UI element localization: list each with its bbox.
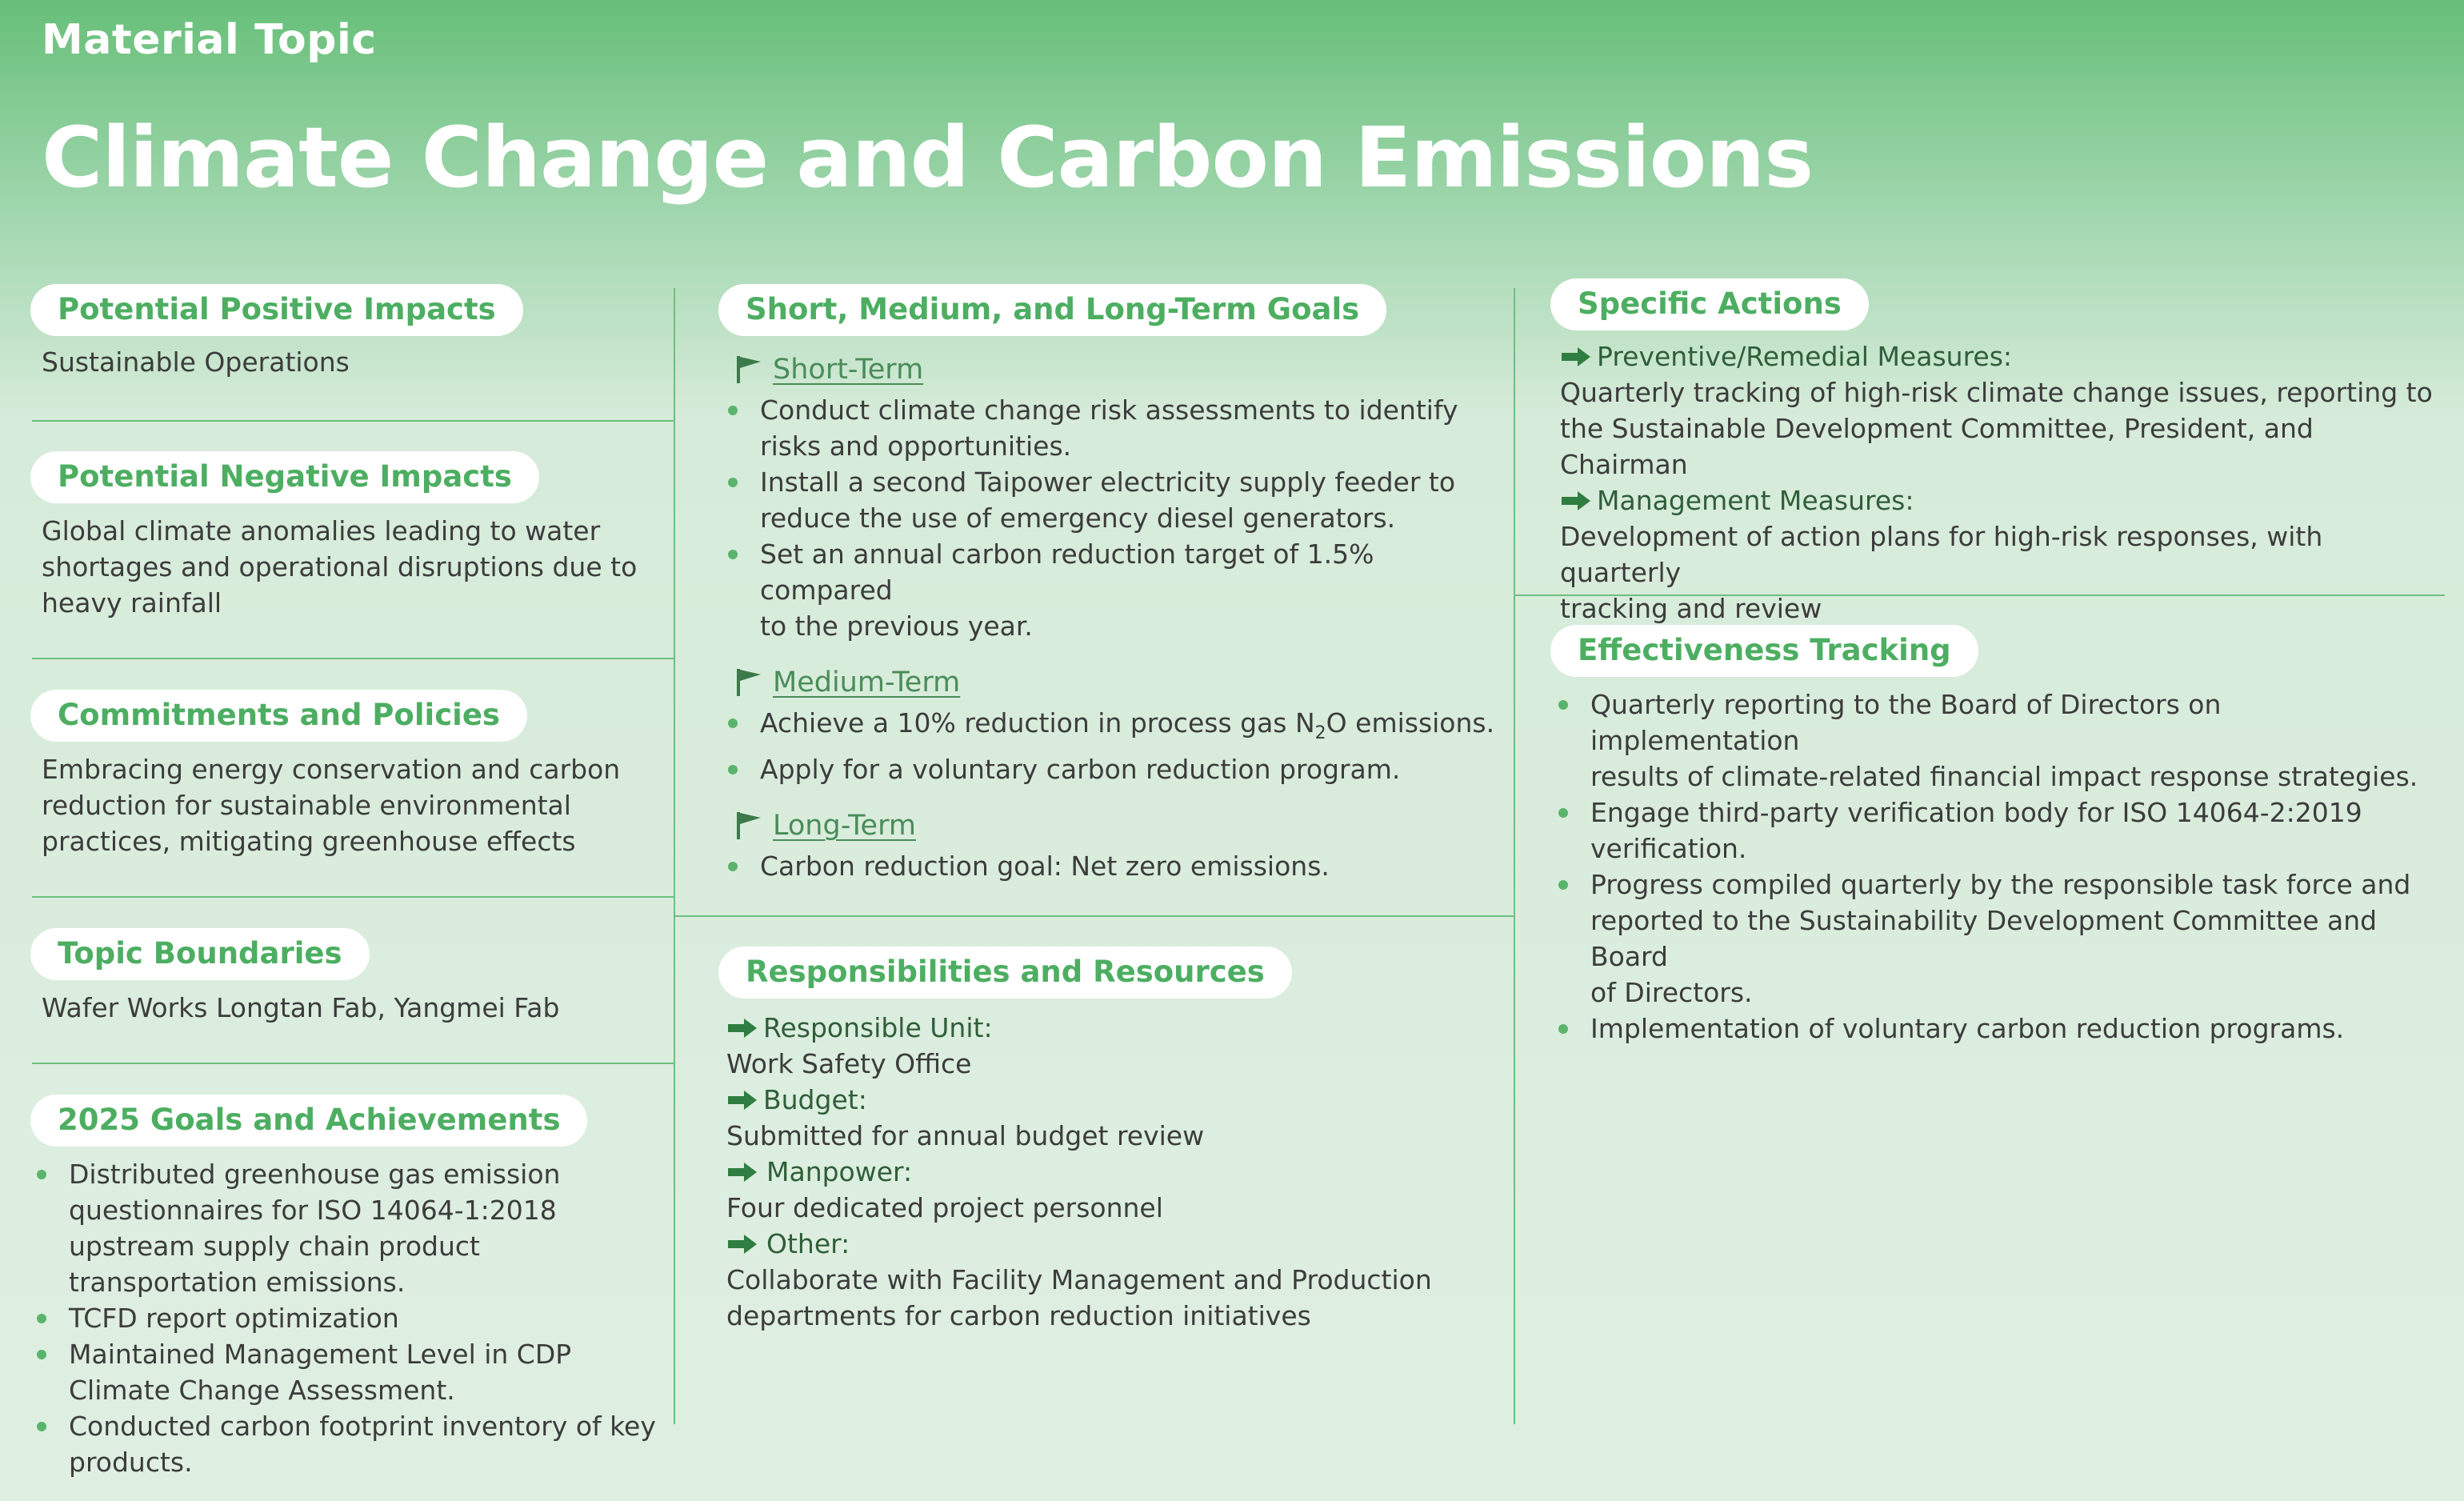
negative-impacts-section xyxy=(30,451,662,621)
arrow-right-icon xyxy=(726,1161,758,1183)
section-title: Responsibilities and Resources xyxy=(718,947,1292,999)
other-label: Other: xyxy=(726,1226,1502,1262)
list-item: Install a second Taipower electricity supply feeder to reduce the use of emergency diesel generators. xyxy=(723,464,1502,536)
column-divider-left xyxy=(674,288,675,1424)
list-item: Progress compiled quarterly by the responsible task force and reported to the Sustainability Development Committee and Board of Directors. xyxy=(1554,867,2438,1011)
budget-value: Submitted for annual budget review xyxy=(726,1120,1205,1151)
preventive-measures-label: Preventive/Remedial Measures: xyxy=(1560,338,2438,374)
list-item: Implementation of voluntary carbon reduction programs. xyxy=(1554,1011,2438,1047)
specific-actions-section xyxy=(1550,278,2438,626)
arrow-right-icon xyxy=(1560,490,1592,512)
goals-section xyxy=(718,284,1502,884)
medium-term-label: Medium-Term xyxy=(773,666,961,698)
list-item: Achieve a 10% reduction in process gas $N_2O$ emissions. xyxy=(723,705,1502,751)
section-title: Specific Actions xyxy=(1550,278,1869,330)
resources-section xyxy=(718,947,1502,1334)
section-title: Potential Positive Impacts xyxy=(30,284,523,336)
material-topic-label: Material Topic xyxy=(42,16,377,64)
divider xyxy=(32,420,674,422)
list-item: Distributed greenhouse gas emission questionnaires for ISO 14064-1:2018 upstream supply chain product transportation emissions. xyxy=(32,1156,662,1300)
long-term-heading xyxy=(718,810,1502,842)
list-item: Conducted carbon footprint inventory of key products. xyxy=(32,1408,662,1480)
short-term-list xyxy=(718,392,1502,644)
list-item: Engage third-party verification body for ISO 14064-2:2019 verification. xyxy=(1554,795,2438,867)
list-item: Carbon reduction goal: Net zero emissions. xyxy=(723,848,1502,884)
page-title: Climate Change and Carbon Emissions xyxy=(42,109,1814,206)
section-text: Global climate anomalies leading to water shortages and operational disruptions due to heavy rainfall xyxy=(42,515,638,618)
boundaries-section xyxy=(30,928,662,1026)
other-value: Collaborate with Facility Management and Production departments for carbon reduction initiatives xyxy=(726,1264,1432,1331)
divider xyxy=(674,915,1514,917)
list-item: Set an annual carbon reduction target of 1.5% compared to the previous year. xyxy=(723,536,1502,644)
flag-icon xyxy=(734,810,765,842)
section-title: Effectiveness Tracking xyxy=(1550,625,1978,677)
divider xyxy=(32,1063,674,1064)
list-item: Apply for a voluntary carbon reduction program. xyxy=(723,751,1502,787)
goals-2025-list xyxy=(30,1156,662,1480)
section-text: Embracing energy conservation and carbon reduction for sustainable environmental practices, mitigating greenhouse effects xyxy=(42,754,621,857)
list-item: Quarterly reporting to the Board of Directors on implementation results of climate-related financial impact response strategies. xyxy=(1554,686,2438,795)
list-item: TCFD report optimization xyxy=(32,1300,662,1336)
effectiveness-tracking-section xyxy=(1550,625,2438,1047)
flag-icon xyxy=(734,666,765,698)
management-measures-label: Management Measures: xyxy=(1560,482,2438,518)
list-item: Conduct climate change risk assessments to identify risks and opportunities. xyxy=(723,392,1502,464)
arrow-right-icon xyxy=(726,1017,758,1039)
divider xyxy=(32,658,674,659)
section-title: Topic Boundaries xyxy=(30,928,370,980)
management-measures-text: Development of action plans for high-risk responses, with quarterly tracking and review xyxy=(1560,521,2323,624)
section-title: Potential Negative Impacts xyxy=(30,451,539,503)
arrow-right-icon xyxy=(726,1089,758,1111)
preventive-measures-text: Quarterly tracking of high-risk climate change issues, reporting to the Sustainable Development Committee, President, and Chairman xyxy=(1560,377,2433,480)
responsible-unit-label: Responsible Unit: xyxy=(726,1010,1502,1046)
section-text: Wafer Works Longtan Fab, Yangmei Fab xyxy=(42,992,560,1023)
list-item: Maintained Management Level in CDP Climate Change Assessment. xyxy=(32,1336,662,1408)
tracking-list xyxy=(1550,686,2438,1047)
commitments-section xyxy=(30,690,662,859)
section-text: Sustainable Operations xyxy=(42,346,350,378)
goals-2025-section xyxy=(30,1095,662,1480)
manpower-label: Manpower: xyxy=(726,1154,1502,1190)
positive-impacts-section xyxy=(30,284,662,380)
long-term-label: Long-Term xyxy=(773,810,916,842)
medium-term-list xyxy=(718,705,1502,787)
manpower-value: Four dedicated project personnel xyxy=(726,1192,1163,1223)
arrow-right-icon xyxy=(1560,346,1592,368)
budget-label: Budget: xyxy=(726,1082,1502,1118)
short-term-heading xyxy=(718,354,1502,386)
section-title: Commitments and Policies xyxy=(30,690,527,742)
column-divider-right xyxy=(1514,288,1515,1424)
responsible-unit-value: Work Safety Office xyxy=(726,1048,972,1079)
divider xyxy=(32,896,674,898)
short-term-label: Short-Term xyxy=(773,354,924,386)
long-term-list xyxy=(718,848,1502,884)
medium-term-heading xyxy=(718,666,1502,698)
section-title: 2025 Goals and Achievements xyxy=(30,1095,587,1147)
arrow-right-icon xyxy=(726,1233,758,1255)
flag-icon xyxy=(734,354,765,386)
section-title: Short, Medium, and Long-Term Goals xyxy=(718,284,1386,336)
